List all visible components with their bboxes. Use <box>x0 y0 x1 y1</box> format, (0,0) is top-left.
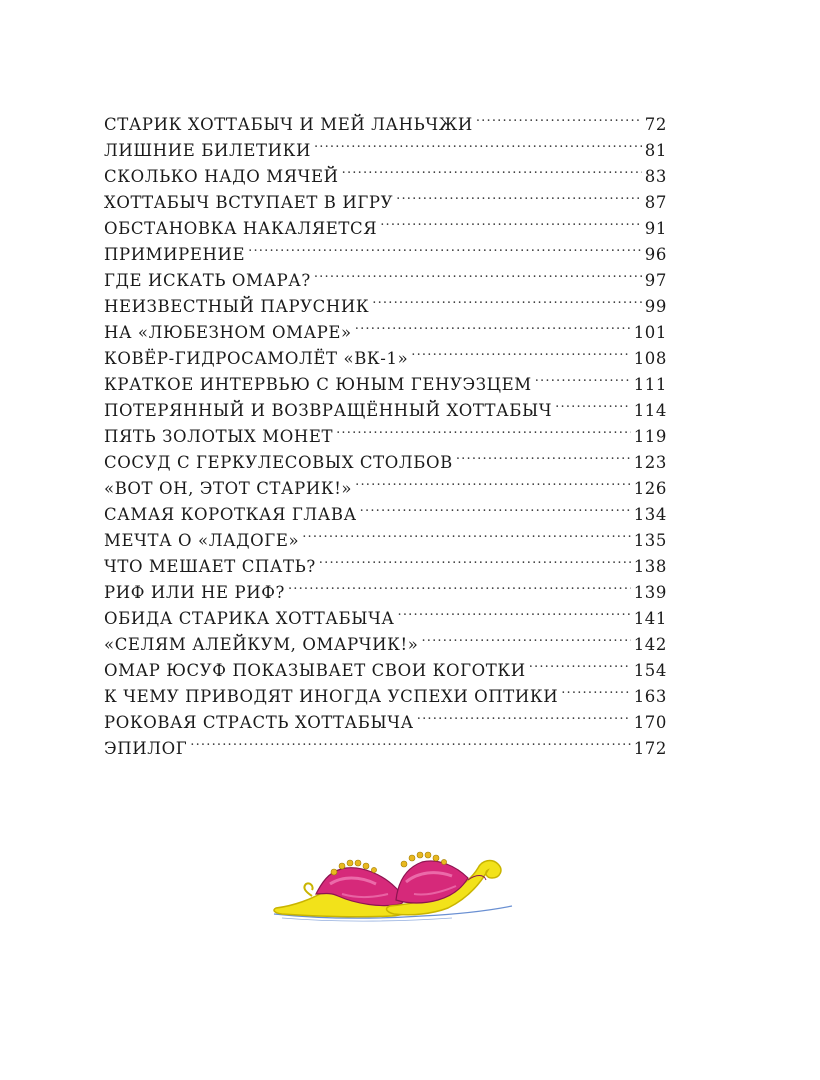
dot-leader <box>380 208 642 234</box>
toc-entry-title: К ЧЕМУ ПРИВОДЯТ ИНОГДА УСПЕХИ ОПТИКИ <box>104 687 559 706</box>
toc-entry-title: ГДЕ ИСКАТЬ ОМАРА? <box>104 271 311 290</box>
toc-entry-page: 91 <box>644 219 667 238</box>
dot-leader <box>417 702 631 728</box>
toc-entry-page: 111 <box>633 375 667 394</box>
toc-entry-title: «СЕЛЯМ АЛЕЙКУМ, ОМАРЧИК!» <box>104 635 419 654</box>
toc-entry-title: САМАЯ КОРОТКАЯ ГЛАВА <box>104 505 357 524</box>
toc-entry-page: 141 <box>633 609 667 628</box>
oriental-slippers-icon <box>272 848 516 924</box>
dot-leader <box>288 572 631 598</box>
toc-entry-page: 83 <box>644 167 667 186</box>
toc-entry-title: ПОТЕРЯННЫЙ И ВОЗВРАЩЁННЫЙ ХОТТАБЫЧ <box>104 401 553 420</box>
toc-entry-page: 142 <box>633 635 667 654</box>
toc-entry-page: 72 <box>644 115 667 134</box>
toc-entry-page: 138 <box>633 557 667 576</box>
dot-leader <box>561 676 630 702</box>
dot-leader <box>411 338 630 364</box>
toc-entry-title: РОКОВАЯ СТРАСТЬ ХОТТАБЫЧА <box>104 713 414 732</box>
toc-entry-page: 96 <box>644 245 667 264</box>
toc-entry-page: 119 <box>633 427 667 446</box>
toc-entry-page: 163 <box>633 687 667 706</box>
toc-entry-title: ЛИШНИЕ БИЛЕТИКИ <box>104 141 311 160</box>
toc-entry-page: 170 <box>633 713 667 732</box>
dot-leader <box>456 442 631 468</box>
dot-leader <box>319 546 631 572</box>
toc-entry-title: НЕИЗВЕСТНЫЙ ПАРУСНИК <box>104 297 370 316</box>
toc-entry-page: 99 <box>644 297 667 316</box>
toc-entry-title: ПРИМИРЕНИЕ <box>104 245 246 264</box>
dot-leader <box>555 390 631 416</box>
dot-leader <box>529 650 631 676</box>
dot-leader <box>476 104 642 130</box>
dot-leader <box>302 520 631 546</box>
dot-leader <box>248 234 642 260</box>
toc-entry-page: 81 <box>644 141 667 160</box>
toc-entry-title: СТАРИК ХОТТАБЫЧ И МЕЙ ЛАНЬЧЖИ <box>104 115 473 134</box>
dot-leader <box>535 364 631 390</box>
dot-leader <box>355 312 631 338</box>
toc-entry-title: СОСУД С ГЕРКУЛЕСОВЫХ СТОЛБОВ <box>104 453 453 472</box>
toc-entry-page: 114 <box>633 401 667 420</box>
toc-entry-title: ОМАР ЮСУФ ПОКАЗЫВАЕТ СВОИ КОГОТКИ <box>104 661 526 680</box>
toc-entry-title: ЭПИЛОГ <box>104 739 188 758</box>
toc-entry-page: 126 <box>633 479 667 498</box>
dot-leader <box>398 598 631 624</box>
toc-entry-title: КОВЁР-ГИДРОСАМОЛЁТ «ВК-1» <box>104 349 409 368</box>
dot-leader <box>396 182 642 208</box>
toc-entry-title: КРАТКОЕ ИНТЕРВЬЮ С ЮНЫМ ГЕНУЭЗЦЕМ <box>104 375 532 394</box>
toc-entry-page: 154 <box>633 661 667 680</box>
toc-entry-title: ЧТО МЕШАЕТ СПАТЬ? <box>104 557 316 576</box>
dot-leader <box>355 468 631 494</box>
toc-entry-page: 97 <box>644 271 667 290</box>
toc-entry-title: ОБИДА СТАРИКА ХОТТАБЫЧА <box>104 609 395 628</box>
toc-entry-title: ХОТТАБЫЧ ВСТУПАЕТ В ИГРУ <box>104 193 394 212</box>
toc-entry-title: ОБСТАНОВКА НАКАЛЯЕТСЯ <box>104 219 378 238</box>
toc-entry-title: ПЯТЬ ЗОЛОТЫХ МОНЕТ <box>104 427 334 446</box>
toc-entry-title: «ВОТ ОН, ЭТОТ СТАРИК!» <box>104 479 353 498</box>
toc-entry-page: 172 <box>633 739 667 758</box>
dot-leader <box>421 624 630 650</box>
toc-entry-title: МЕЧТА О «ЛАДОГЕ» <box>104 531 300 550</box>
toc-entry-title: РИФ ИЛИ НЕ РИФ? <box>104 583 285 602</box>
toc-entry-title: СКОЛЬКО НАДО МЯЧЕЙ <box>104 167 339 186</box>
toc-entry-page: 139 <box>633 583 667 602</box>
dot-leader <box>336 416 631 442</box>
toc-entry-title: НА «ЛЮБЕЗНОМ ОМАРЕ» <box>104 323 352 342</box>
toc-entry-page: 101 <box>633 323 667 342</box>
dot-leader <box>314 260 642 286</box>
toc-entry[interactable] <box>104 104 667 134</box>
dot-leader <box>342 156 642 182</box>
table-of-contents <box>104 104 667 758</box>
dot-leader <box>314 130 642 156</box>
toc-entry-page: 134 <box>633 505 667 524</box>
toc-entry-page: 108 <box>633 349 667 368</box>
dot-leader <box>360 494 631 520</box>
toc-entry-page: 135 <box>633 531 667 550</box>
toc-entry-page: 87 <box>644 193 667 212</box>
dot-leader <box>190 728 630 754</box>
dot-leader <box>372 286 642 312</box>
toc-entry-page: 123 <box>633 453 667 472</box>
